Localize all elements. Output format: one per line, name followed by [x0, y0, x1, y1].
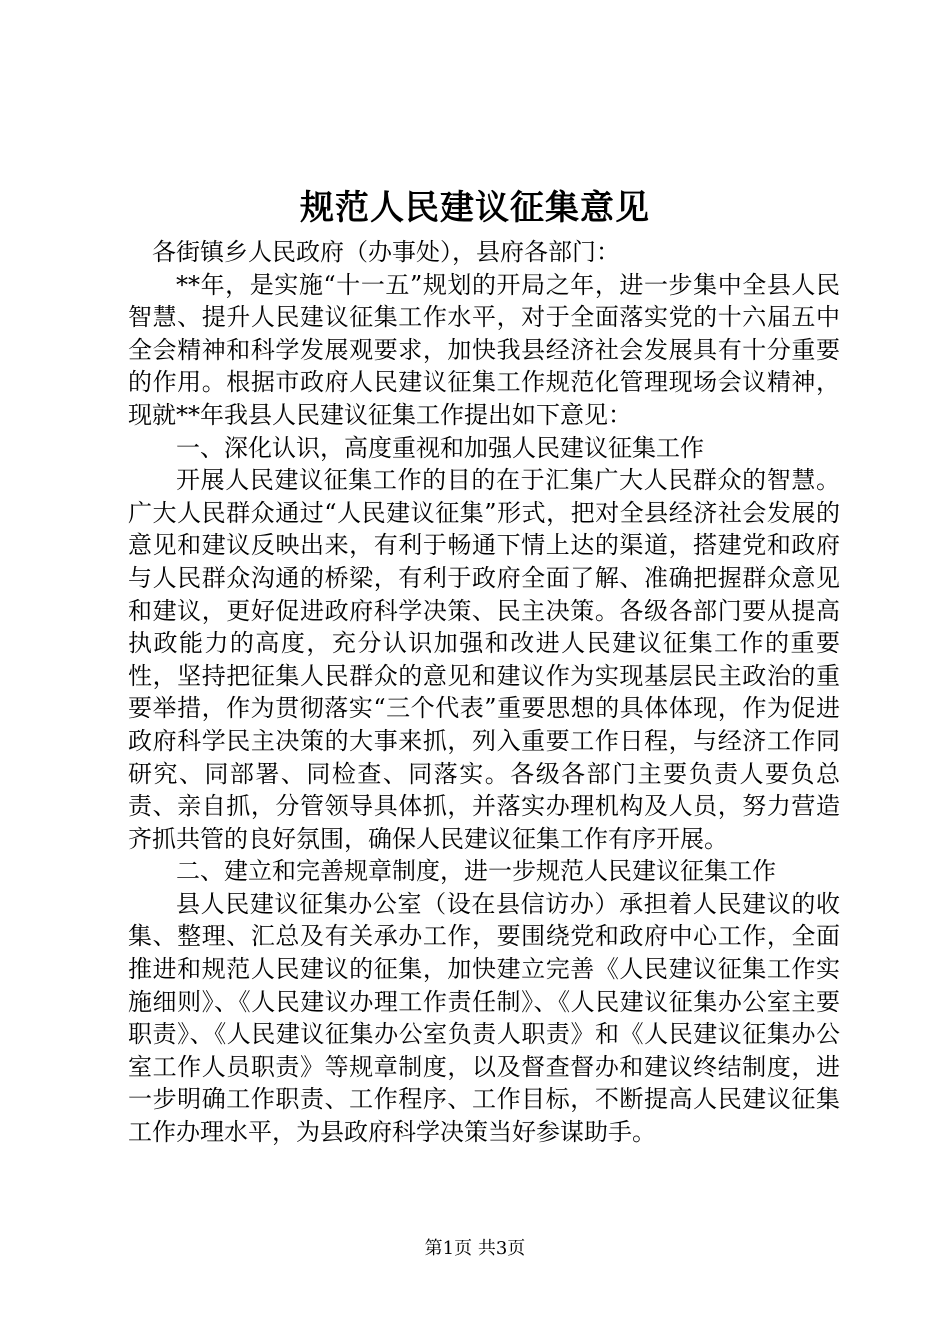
- intro-paragraph: **年，是实施“十一五”规划的开局之年，进一步集中全县人民智慧、提升人民建议征集工作水平，对于全面落实党的十六届五中全会精神和科学发展观要求，加快我县经济社会发展具有十分重要的作用。根据市政府人民建议征集工作规范化管理现场会议精神，现就**年我县人民建议征集工作提出如下意见：: [128, 270, 840, 429]
- page-footer: [0, 1237, 950, 1261]
- salutation-paragraph: 各街镇乡人民政府（办事处），县府各部门：: [152, 238, 620, 266]
- page-number-label: 第1页 共3页: [424, 1238, 526, 1259]
- section-heading-2: 二、建立和完善规章制度，进一步规范人民建议征集工作: [176, 857, 776, 886]
- section-1-paragraph: 开展人民建议征集工作的目的在于汇集广大人民群众的智慧。广大人民群众通过“人民建议征集”形式，把对全县经济社会发展的意见和建议反映出来，有利于畅通下情上达的渠道，搭建党和政府与人民群众沟通的桥梁，有利于政府全面了解、准确把握群众意见和建议，更好促进政府科学决策、民主决策。各级各部门要从提高执政能力的高度，充分认识加强和改进人民建议征集工作的重要性，坚持把征集人民群众的意见和建议作为实现基层民主政治的重要举措，作为贯彻落实“三个代表”重要思想的具体体现，作为促进政府科学民主决策的大事来抓，列入重要工作日程，与经济工作同研究、同部署、同检查、同落实。各级各部门主要负责人要负总责、亲自抓，分管领导具体抓，并落实办理机构及人员，努力营造齐抓共管的良好氛围，确保人民建议征集工作有序开展。: [128, 466, 840, 853]
- section-2-paragraph: 县人民建议征集办公室（设在县信访办）承担着人民建议的收集、整理、汇总及有关承办工作，要围绕党和政府中心工作，全面推进和规范人民建议的征集，加快建立完善《人民建议征集工作实施细则》、《人民建议办理工作责任制》、《人民建议征集办公室主要职责》、《人民建议征集办公室负责人职责》和《人民建议征集办公室工作人员职责》等规章制度，以及督查督办和建议终结制度，进一步明确工作职责、工作程序、工作目标，不断提高人民建议征集工作办理水平，为县政府科学决策当好参谋助手。: [128, 889, 840, 1147]
- document-title: 规范人民建议征集意见: [300, 188, 650, 228]
- section-heading-1: 一、深化认识，高度重视和加强人民建议征集工作: [176, 433, 704, 462]
- document-body: [128, 236, 840, 1149]
